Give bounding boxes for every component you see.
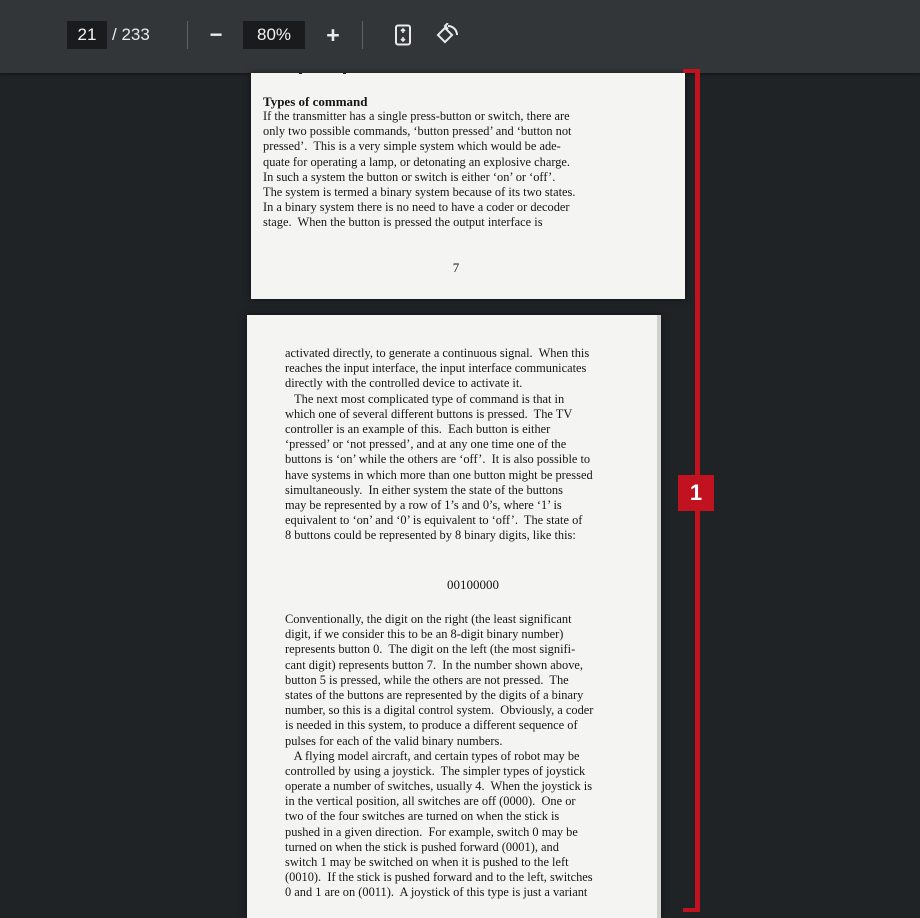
pdf-page-current: [247, 315, 661, 918]
page-body-text: [285, 346, 661, 543]
zoom-out-icon: −: [209, 22, 223, 47]
text-line: digit, if we consider this to be an 8-digit binary number): [285, 627, 564, 642]
zoom-in-button[interactable]: [319, 21, 347, 49]
text-line: in the vertical position, all switches are off (0000). One or: [285, 794, 576, 809]
binary-example: 00100000: [447, 577, 499, 592]
text-line: In such a system the button or switch is either ‘on’ or ‘off’.: [263, 169, 556, 184]
text-line: only two possible commands, ‘button pressed’ and ‘button not: [263, 124, 572, 139]
rotate-button[interactable]: [434, 21, 462, 49]
text-line: operate a number of switches, usually 4. When the joystick is: [285, 779, 593, 794]
text-line: The next most complicated type of command is that in: [285, 391, 565, 406]
page-total-label: / 233: [112, 25, 150, 44]
text-line: pushed in a given direction. For example, switch 0 may be: [285, 824, 578, 839]
text-line: The system is termed a binary system because of its two states.: [263, 184, 576, 199]
text-line: pressed’. This is a very simple system which would be ade-: [263, 139, 561, 154]
page-number-label: 7: [452, 260, 460, 275]
page-number-input[interactable]: [67, 21, 107, 49]
text-line: button 5 is pressed, while the others are not pressed. The: [285, 672, 569, 687]
text-line: stage. When the button is pressed the output interface is: [263, 215, 543, 230]
text-line: equivalent to ‘on’ and ‘0’ is equivalent to ‘off’. The state of: [285, 513, 583, 528]
text-line: cant digit) represents button 7. In the number shown above,: [285, 657, 583, 672]
annotation-badge: 1: [678, 475, 714, 511]
text-line: number, so this is a digital control system. Obviously, a coder: [285, 703, 594, 718]
text-line: states of the buttons are represented by the digits of a binary: [285, 687, 584, 702]
rotate-icon: [435, 23, 461, 47]
section-heading: Types of command: [263, 94, 368, 109]
selection-bracket-top: [683, 69, 700, 73]
toolbar-divider: [362, 21, 363, 49]
text-line: Conventionally, the digit on the right (the least significant: [285, 612, 572, 626]
text-line: is needed in this system, to produce a different sequence of: [285, 718, 578, 733]
text-line: controlled by using a joystick. The simpler types of joystick: [285, 763, 586, 778]
text-line: A flying model aircraft, and certain types of robot may be: [285, 748, 580, 763]
scan-artifact: [299, 73, 302, 74]
zoom-in-icon: +: [326, 21, 340, 48]
page-body-text: [285, 612, 661, 901]
text-line: which one of several different buttons is pressed. The TV: [285, 406, 573, 421]
text-line: 8 buttons could be represented by 8 binary digits, like this:: [285, 528, 576, 543]
fit-page-icon: [394, 24, 412, 46]
toolbar-divider: [187, 21, 188, 49]
text-line: (0010). If the stick is pushed forward and to the left, switches: [285, 870, 593, 885]
text-line: may be represented by a row of 1’s and 0’s, where ‘1’ is: [285, 497, 562, 512]
text-line: buttons is ‘on’ while the others are ‘off’. It is also possible to: [285, 452, 591, 467]
text-line: directly with the controlled device to activate it.: [285, 376, 523, 391]
pdf-page-previous: [251, 73, 685, 299]
text-line: two of the four switches are turned on when the stick is: [285, 809, 560, 824]
text-line: represents button 0. The digit on the left (the most signifi-: [285, 642, 576, 657]
selection-bracket-bottom: [683, 908, 700, 912]
text-line: In a binary system there is no need to have a coder or decoder: [263, 200, 570, 215]
scan-artifact: [343, 73, 346, 74]
zoom-level-input[interactable]: [243, 21, 305, 49]
text-line: reaches the input interface, the input interface communicates: [285, 361, 587, 376]
zoom-out-button[interactable]: [202, 21, 230, 49]
text-line: ‘pressed’ or ‘not pressed’, and at any one time one of the: [285, 437, 567, 452]
text-line: If the transmitter has a single press-button or switch, there are: [263, 109, 570, 123]
fit-page-button[interactable]: [389, 21, 417, 49]
text-line: 0 and 1 are on (0011). A joystick of this type is just a variant: [285, 885, 588, 900]
text-line: quate for operating a lamp, or detonating an explosive charge.: [263, 154, 571, 169]
text-line: simultaneously. In either system the state of the buttons: [285, 482, 563, 497]
pdf-toolbar: [0, 0, 920, 73]
text-line: controller is an example of this. Each button is either: [285, 421, 551, 436]
text-line: have systems in which more than one button might be pressed: [285, 467, 593, 482]
text-line: switch 1 may be switched on when it is pushed to the left: [285, 855, 569, 869]
page-body-text: [263, 109, 645, 231]
text-line: turned on when the stick is pushed forward (0001), and: [285, 839, 559, 854]
text-line: activated directly, to generate a continuous signal. When this: [285, 346, 590, 360]
text-line: pulses for each of the valid binary numbers.: [285, 733, 503, 748]
